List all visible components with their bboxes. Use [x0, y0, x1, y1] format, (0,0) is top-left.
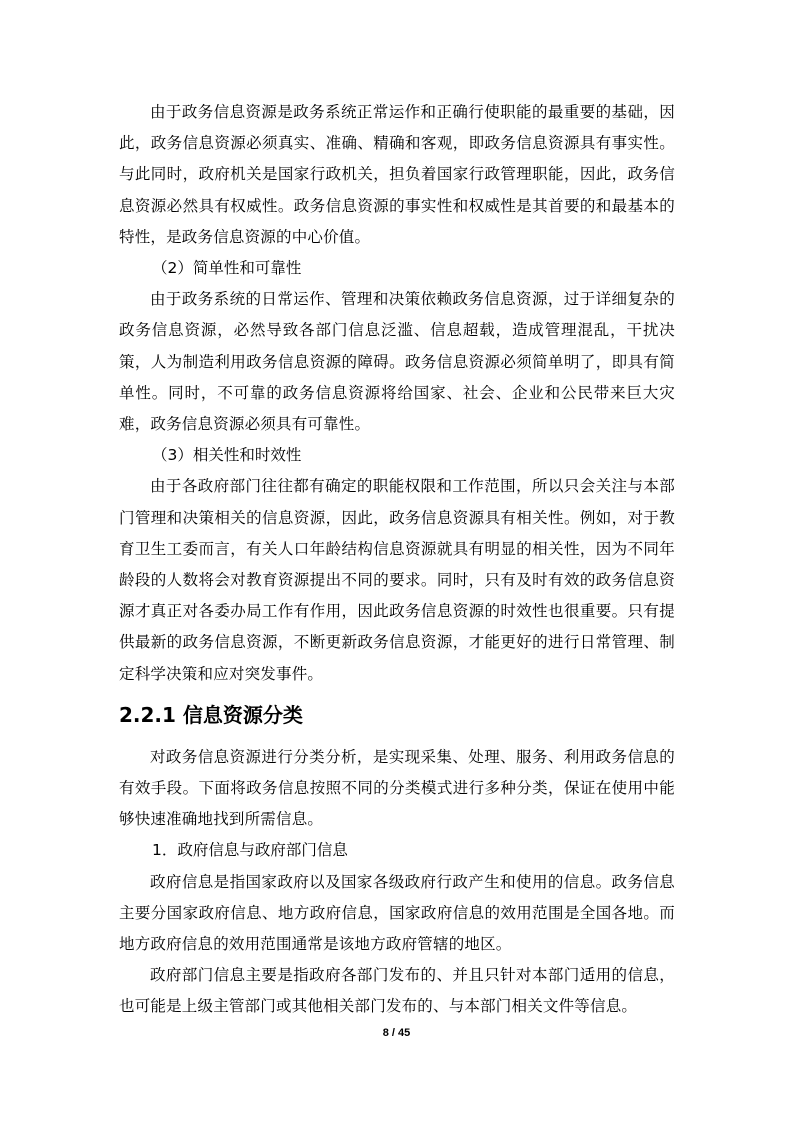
paragraph-authority: 由于政务信息资源是政务系统正常运作和正确行使职能的最重要的基础，因此，政务信息资源必须真实、准确、精确和客观，即政务信息资源具有事实性。与此同时，政府机关是国家行政机关，担负着国家行政管理职能，因此，政务信息资源必然具有权威性。政务信息资源的事实性和权威性是其首要的和最基本的特性，是政务信息资源的中心价值。 — [119, 103, 675, 246]
paragraph-relevance-timeliness: 由于各政府部门往往都有确定的职能权限和工作范围，所以只会关注与本部门管理和决策相关的信息资源，因此，政务信息资源具有相关性。例如，对于教育卫生工委而言，有关人口年龄结构信息资源就具有明显的相关性，因为不同年龄段的人数将会对教育资源提出不同的要求。同时，只有及时有效的政务信息资源才真正对各委办局工作有作用，因此政务信息资源的时效性也很重要。只有提供最新的政务信息资源，不断更新政务信息资源，才能更好的进行日常管理、制定科学决策和应对突发事件。 — [119, 477, 675, 683]
page-number: 8 / 45 — [382, 1027, 411, 1039]
subheading-government-information: 1．政府信息与政府部门信息 — [152, 841, 348, 860]
subheading-simplicity-reliability: （2）简单性和可靠性 — [152, 259, 302, 278]
paragraph-classification-intro: 对政务信息资源进行分类分析，是实现采集、处理、服务、利用政务信息的有效手段。下面将政务信息按照不同的分类模式进行多种分类，保证在使用中能够快速准确地找到所需信息。 — [119, 747, 675, 829]
paragraph-simplicity-reliability: 由于政务系统的日常运作、管理和决策依赖政务信息资源，过于详细复杂的政务信息资源，必然导致各部门信息泛滥、信息超载，造成管理混乱，干扰决策，人为制造利用政务信息资源的障碍。政务信息资源必须简单明了，即具有简单性。同时，不可靠的政务信息资源将给国家、社会、企业和公民带来巨大灾难，政务信息资源必须具有可靠性。 — [119, 290, 675, 434]
subheading-relevance-timeliness: （3）相关性和时效性 — [152, 446, 302, 465]
paragraph-department-information: 政府部门信息主要是指政府各部门发布的、并且只针对本部门适用的信息，也可能是上级主管部门或其他相关部门发布的、与本部门相关文件等信息。 — [119, 966, 675, 1016]
paragraph-government-information: 政府信息是指国家政府以及国家各级政府行政产生和使用的信息。政务信息主要分国家政府信息、地方政府信息，国家政府信息的效用范围是全国各地。而地方政府信息的效用范围通常是该地方政府管辖的地区。 — [119, 872, 675, 954]
section-title: 2.2.1 信息资源分类 — [119, 702, 303, 727]
page-content — [119, 97, 675, 1023]
